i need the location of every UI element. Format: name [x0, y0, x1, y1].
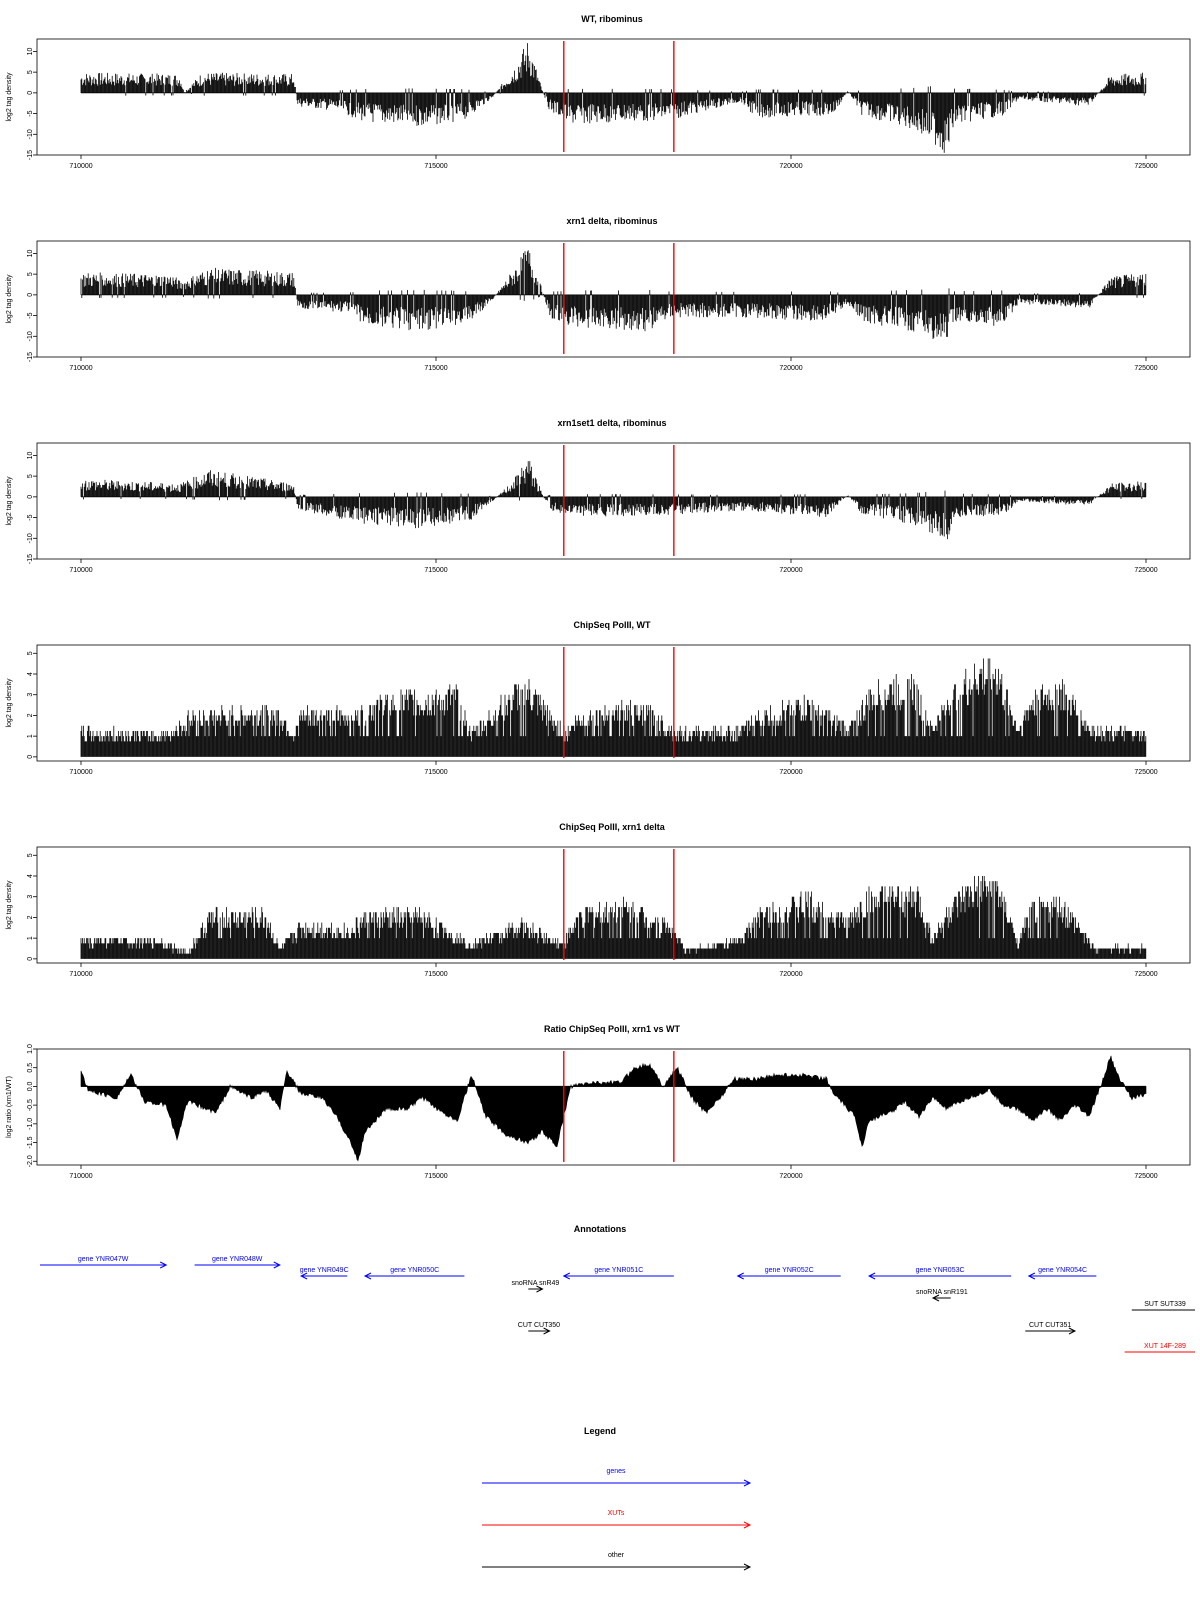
- y-tick-label: -5: [27, 312, 35, 319]
- series-marks: [81, 658, 1146, 756]
- chart-title: xrn1set1 delta, ribominus: [557, 418, 667, 428]
- x-tick-label: 725000: [1134, 769, 1158, 776]
- x-tick-label: 715000: [424, 163, 448, 170]
- x-tick-label: 710000: [69, 567, 93, 574]
- x-tick-label: 710000: [69, 769, 93, 776]
- y-tick-label: -15: [27, 351, 35, 363]
- y-tick-label: 5: [27, 272, 35, 277]
- chart-panel-3: [6, 418, 1190, 574]
- y-tick-label: 0: [27, 754, 35, 759]
- chart-panels: [6, 14, 1190, 1180]
- chart-title: xrn1 delta, ribominus: [566, 216, 658, 226]
- x-axis: [69, 761, 1157, 776]
- y-axis: [27, 451, 37, 564]
- series-marks: [81, 250, 1146, 339]
- x-tick-label: 715000: [424, 769, 448, 776]
- y-axis-label: log2 tag density: [6, 476, 13, 526]
- x-tick-label: 720000: [779, 163, 803, 170]
- x-tick-label: 720000: [779, 365, 803, 372]
- series-marks: [81, 461, 1146, 539]
- y-tick-label: 3: [27, 692, 35, 697]
- y-tick-label: 10: [27, 47, 35, 56]
- x-tick-label: 715000: [424, 365, 448, 372]
- y-tick-label: 5: [27, 70, 35, 75]
- x-tick-label: 720000: [779, 769, 803, 776]
- y-axis-label: log2 tag density: [6, 274, 13, 324]
- series-marks: [81, 43, 1146, 153]
- y-tick-label: 5: [27, 474, 35, 479]
- y-tick-label: -5: [27, 514, 35, 521]
- x-tick-label: 710000: [69, 365, 93, 372]
- chart-panel-4: [6, 620, 1190, 776]
- x-tick-label: 715000: [424, 567, 448, 574]
- x-tick-label: 720000: [779, 567, 803, 574]
- x-tick-label: 710000: [69, 163, 93, 170]
- x-tick-label: 725000: [1134, 365, 1158, 372]
- y-axis: [27, 651, 37, 759]
- y-tick-label: 2: [27, 713, 35, 718]
- y-tick-label: 0: [27, 494, 35, 499]
- y-tick-label: 10: [27, 249, 35, 258]
- x-tick-label: 725000: [1134, 163, 1158, 170]
- y-tick-label: 5: [27, 651, 35, 656]
- chart-panel-1: [6, 14, 1190, 170]
- x-axis: [69, 155, 1157, 170]
- y-tick-label: -5: [27, 110, 35, 117]
- x-axis: [69, 357, 1157, 372]
- y-tick-label: -15: [27, 553, 35, 565]
- y-axis: [27, 249, 37, 362]
- y-tick-label: -15: [27, 149, 35, 161]
- y-axis-label: log2 tag density: [6, 72, 13, 122]
- y-tick-label: -10: [27, 331, 35, 342]
- y-tick-label: -10: [27, 533, 35, 544]
- y-axis: [27, 47, 37, 160]
- chart-panel-2: [6, 216, 1190, 372]
- x-axis: [69, 559, 1157, 574]
- y-tick-label: -10: [27, 129, 35, 140]
- x-tick-label: 725000: [1134, 567, 1158, 574]
- y-tick-label: 0: [27, 292, 35, 297]
- chart-title: ChipSeq PolII, WT: [573, 620, 651, 630]
- y-tick-label: 0: [27, 90, 35, 95]
- y-tick-label: 10: [27, 451, 35, 460]
- chart-title: WT, ribominus: [581, 14, 643, 24]
- y-tick-label: 1: [27, 734, 35, 739]
- y-tick-label: 4: [27, 672, 35, 676]
- y-axis-label: log2 tag density: [6, 678, 13, 728]
